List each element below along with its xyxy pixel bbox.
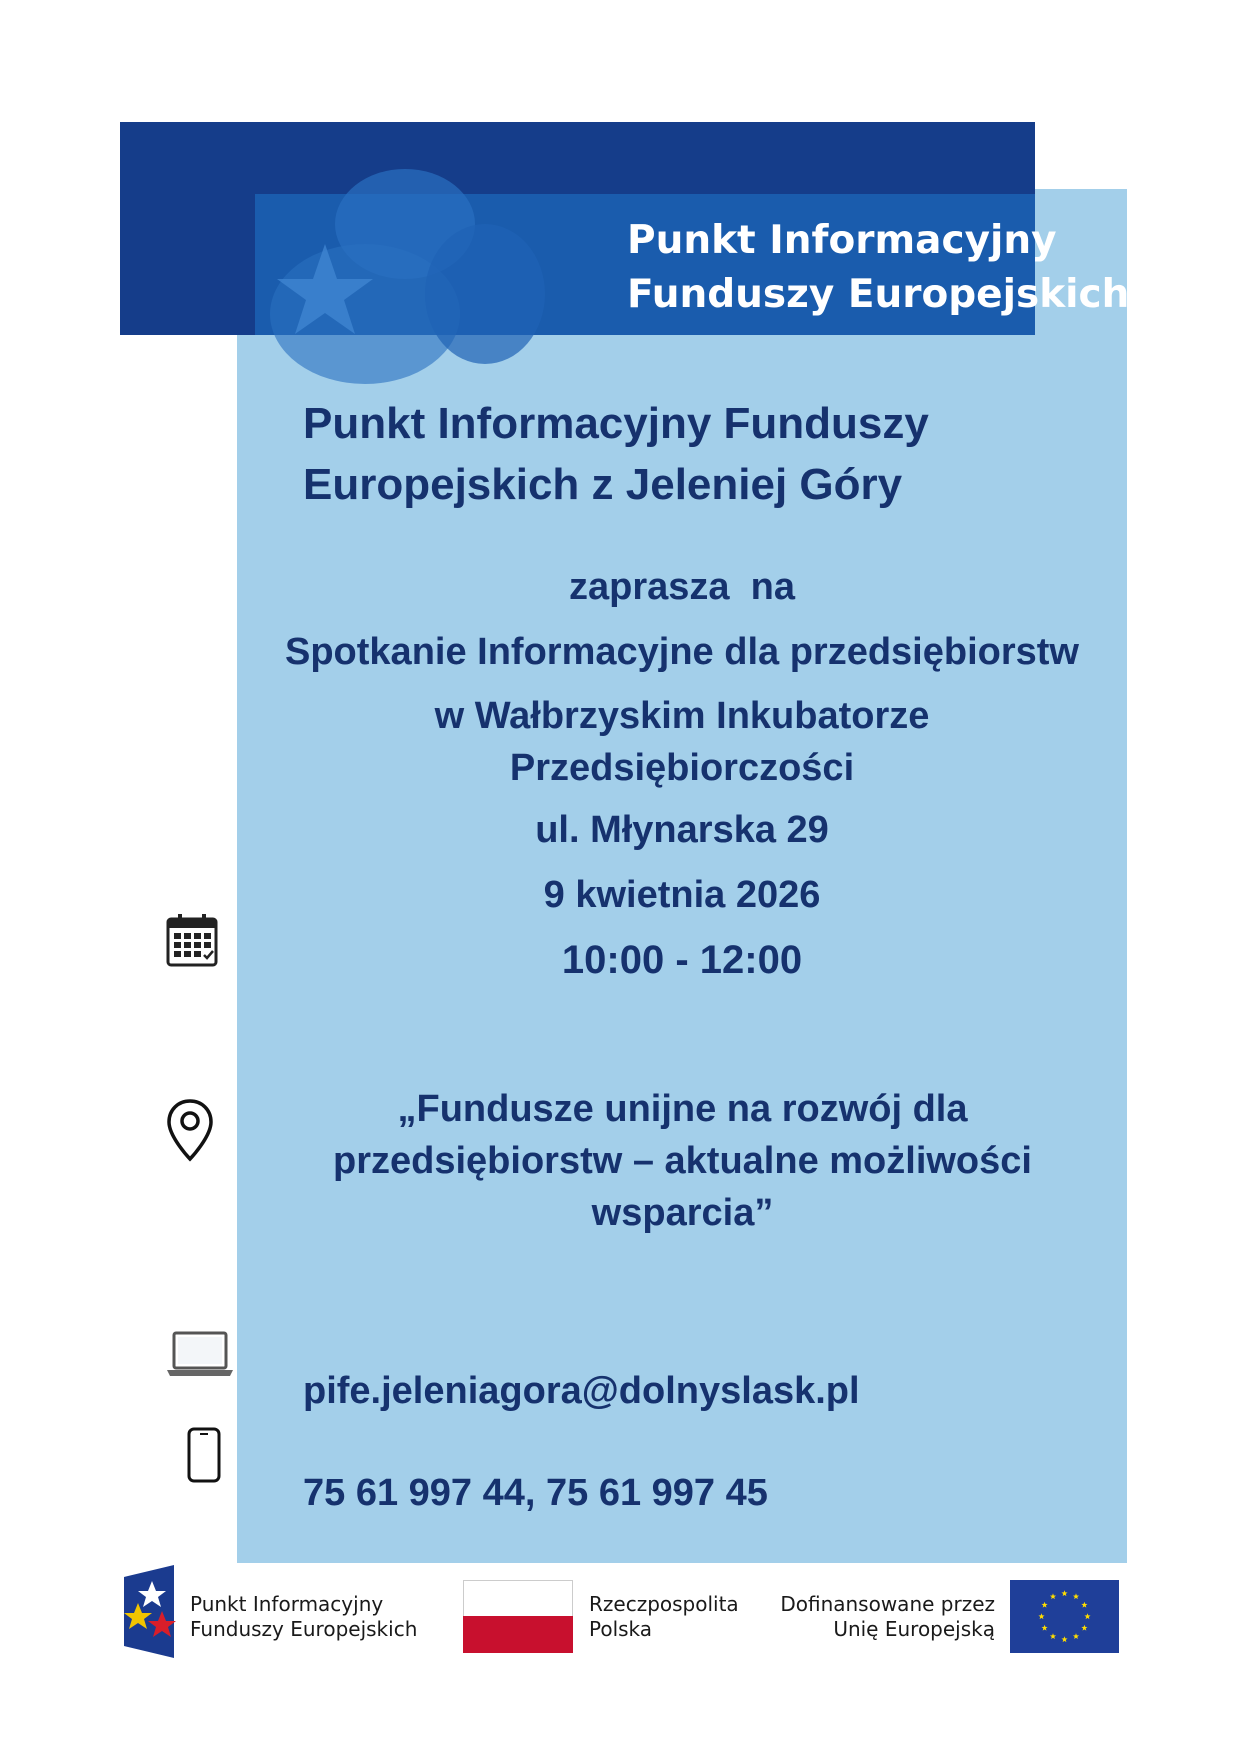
address: ul. Młynarska 29	[535, 809, 829, 851]
polish-flag-icon	[463, 1580, 573, 1653]
meeting-title: Spotkanie Informacyjne dla przedsiębiorstw	[285, 631, 1079, 673]
eu-text	[760, 1592, 995, 1642]
eu-line1: Dofinansowane przez	[780, 1592, 995, 1616]
eu-flag-icon	[1010, 1580, 1119, 1653]
organizer-title-line1: Punkt Informacyjny Funduszy	[303, 399, 929, 448]
phone-icon	[187, 1427, 221, 1483]
event-date: 9 kwietnia 2026	[543, 874, 821, 916]
invites-text: zaprasza na	[569, 566, 795, 608]
fe-logo-line1: Punkt Informacyjny	[190, 1592, 384, 1616]
rp-text	[589, 1592, 739, 1642]
contact-email[interactable]: pife.jeleniagora@dolnyslask.pl	[303, 1370, 860, 1412]
topic-line2: przedsiębiorstw – aktualne możliwości	[333, 1140, 1032, 1182]
fe-logo-text	[190, 1592, 417, 1642]
header-title-line2: Funduszy Europejskich	[627, 272, 1130, 317]
organizer-title-line2: Europejskich z Jeleniej Góry	[303, 460, 903, 509]
event-time: 10:00 - 12:00	[561, 938, 803, 982]
venue	[237, 690, 1127, 794]
topic-title	[285, 1083, 1080, 1239]
contact-phone[interactable]: 75 61 997 44, 75 61 997 45	[303, 1472, 768, 1514]
rp-line1: Rzeczpospolita	[589, 1592, 739, 1616]
topic-line1: „Fundusze unijne na rozwój dla	[397, 1088, 968, 1130]
laptop-icon	[165, 1331, 235, 1378]
header-banner	[120, 122, 1130, 335]
header-title	[627, 214, 1130, 322]
organizer-title	[303, 393, 1083, 515]
fe-logo-icon	[122, 1563, 176, 1660]
eu-line2: Unię Europejską	[833, 1617, 995, 1641]
calendar-icon	[166, 913, 218, 967]
topic-line3: wsparcia”	[591, 1192, 774, 1234]
location-pin-icon	[166, 1098, 214, 1162]
header-logo-box	[255, 194, 1130, 335]
rp-line2: Polska	[589, 1617, 653, 1641]
venue-line1: w Wałbrzyskim Inkubatorze	[434, 695, 930, 737]
header-title-line1: Punkt Informacyjny	[627, 218, 1057, 263]
fe-logo-line2: Funduszy Europejskich	[190, 1617, 418, 1641]
venue-line2: Przedsiębiorczości	[509, 747, 855, 789]
